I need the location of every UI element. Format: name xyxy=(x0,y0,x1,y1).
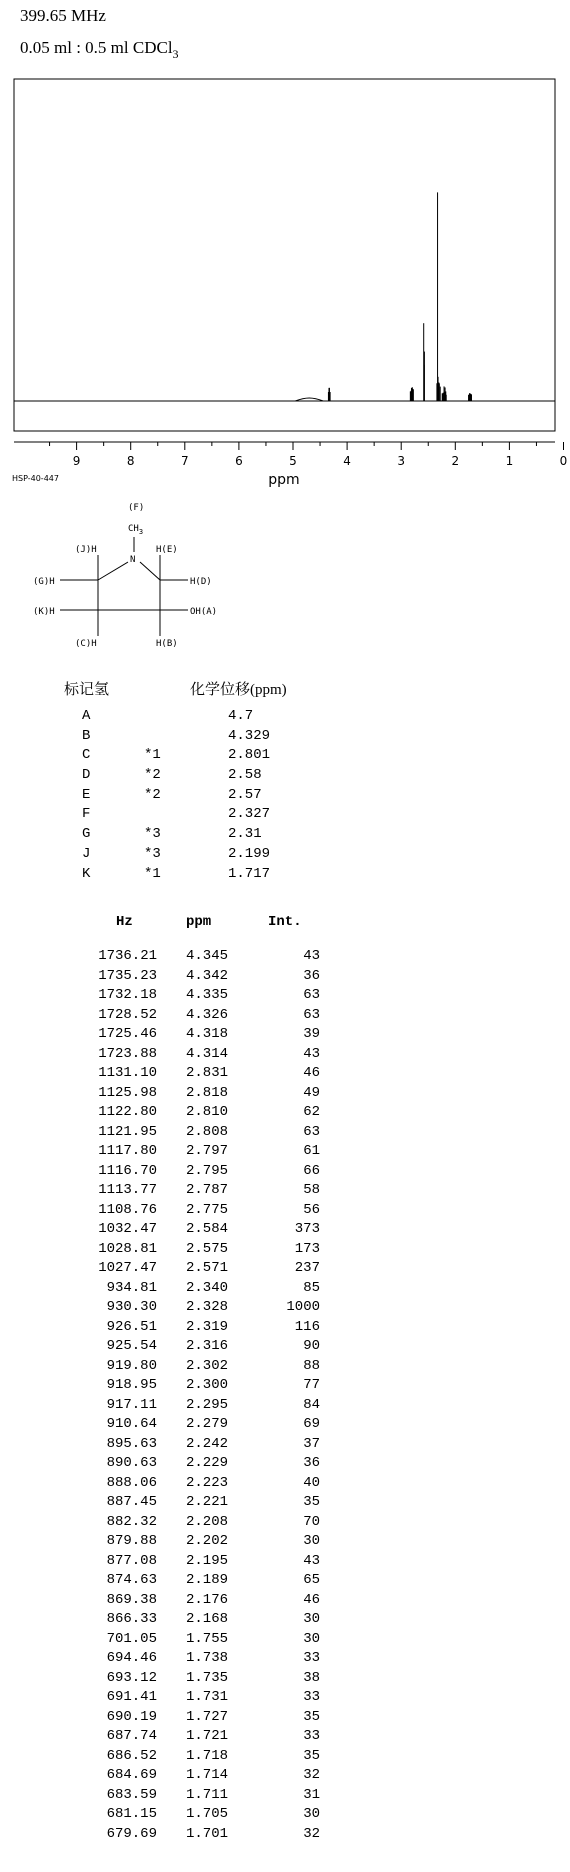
assignment-label: D xyxy=(82,767,91,784)
peak-row xyxy=(80,1202,320,1222)
peak-hz: 910.64 xyxy=(106,1416,157,1432)
peak-hz: 882.32 xyxy=(106,1513,157,1530)
peak-intensity: 39 xyxy=(303,1026,320,1042)
peak-hz: 926.51 xyxy=(106,1318,157,1335)
peak-ppm: 2.319 xyxy=(185,1318,228,1335)
peak-row xyxy=(80,1787,320,1807)
peak-ppm: 1.738 xyxy=(185,1650,228,1666)
peak-hz: 1122.80 xyxy=(98,1104,157,1120)
nmr-spectrum-chart xyxy=(0,0,570,490)
peak-row xyxy=(80,1670,320,1690)
label-d: H(D) xyxy=(190,577,212,587)
assignment-shift: 2.801 xyxy=(228,747,271,764)
x-tick-label: 6 xyxy=(235,454,243,468)
assignment-shift: 2.199 xyxy=(228,845,271,862)
label-oh: OH(A) xyxy=(190,607,218,617)
peak-row xyxy=(80,1416,320,1436)
peak-row xyxy=(80,1241,320,1261)
peak-ppm: 4.345 xyxy=(185,948,228,964)
peak-row xyxy=(80,1494,320,1514)
peak-row xyxy=(80,1748,320,1768)
peak-intensity: 69 xyxy=(303,1416,320,1432)
peak-row xyxy=(80,1826,320,1846)
peak-hz: 879.88 xyxy=(106,1533,157,1549)
x-tick-label: 8 xyxy=(126,454,135,468)
peak-row xyxy=(80,1358,320,1378)
assignment-shift: 2.58 xyxy=(228,767,262,784)
peak-hz: 1027.47 xyxy=(98,1260,157,1276)
peak-ppm: 4.314 xyxy=(185,1045,228,1062)
solvent-text: 0.05 ml : 0.5 ml CDCl xyxy=(20,38,173,57)
peak-ppm: 2.340 xyxy=(185,1279,228,1296)
peak-hz: 1116.70 xyxy=(98,1162,157,1179)
peak-ppm: 2.229 xyxy=(185,1455,228,1471)
label-k: (K)H xyxy=(33,607,55,617)
label-ch3-sub: 3 xyxy=(138,528,144,536)
peak-intensity: 90 xyxy=(303,1338,320,1354)
peak-intensity: 61 xyxy=(303,1143,320,1159)
peak-hz: 877.08 xyxy=(106,1552,157,1569)
label-c: (C)H xyxy=(75,639,97,649)
assignment-shift: 1.717 xyxy=(228,865,271,882)
peak-intensity: 30 xyxy=(303,1533,320,1549)
peak-row xyxy=(80,1065,320,1085)
peak-intensity: 58 xyxy=(303,1182,320,1198)
peak-intensity: 84 xyxy=(303,1396,320,1413)
peak-intensity: 70 xyxy=(303,1513,320,1530)
peak-intensity: 173 xyxy=(294,1240,320,1257)
label-j: (J)H xyxy=(75,545,97,555)
peak-ppm: 1.727 xyxy=(185,1708,228,1725)
peak-row xyxy=(80,1221,320,1241)
peak-intensity: 237 xyxy=(294,1260,320,1276)
peak-ppm: 2.300 xyxy=(185,1377,228,1393)
peak-hz: 701.05 xyxy=(106,1630,157,1647)
peak-hz: 679.69 xyxy=(106,1825,157,1842)
peak-ppm: 2.221 xyxy=(185,1494,228,1510)
peak-intensity: 35 xyxy=(303,1747,320,1764)
peak-row xyxy=(80,1709,320,1729)
peak-hz: 683.59 xyxy=(106,1786,157,1803)
peak-intensity: 37 xyxy=(303,1435,320,1452)
peak-ppm: 2.575 xyxy=(185,1240,228,1257)
peak-row xyxy=(80,1085,320,1105)
peak-ppm: 2.223 xyxy=(185,1474,228,1491)
label-ch: CH xyxy=(128,524,139,534)
peak-intensity: 85 xyxy=(303,1279,320,1296)
label-e: H(E) xyxy=(156,545,178,555)
assignment-shift: 2.31 xyxy=(228,826,262,843)
x-tick-label: 2 xyxy=(451,454,460,468)
peak-row xyxy=(80,1299,320,1319)
peak-ppm: 2.818 xyxy=(185,1084,228,1101)
peak-row xyxy=(80,1007,320,1027)
x-tick-label: 7 xyxy=(180,454,189,468)
peak-intensity: 43 xyxy=(303,1045,320,1062)
peak-hz: 930.30 xyxy=(106,1299,157,1315)
peak-table xyxy=(80,948,320,1845)
peak-intensity: 30 xyxy=(303,1806,320,1822)
peak-ppm: 2.316 xyxy=(185,1338,228,1354)
peak-hz: 1725.46 xyxy=(98,1026,157,1042)
peak-ppm: 4.318 xyxy=(185,1026,228,1042)
peak-intensity: 32 xyxy=(303,1767,320,1783)
peak-hz: 890.63 xyxy=(106,1455,157,1471)
peak-ppm: 4.326 xyxy=(185,1006,228,1023)
x-axis-ticks xyxy=(50,442,568,468)
peak-col-int: Int. xyxy=(268,914,302,930)
assignment-label: G xyxy=(82,826,91,843)
peak-ppm: 1.718 xyxy=(185,1747,228,1764)
peak-hz: 690.19 xyxy=(106,1708,157,1725)
peak-ppm: 2.168 xyxy=(185,1611,228,1627)
assignment-label: F xyxy=(82,806,91,823)
bond-n-right xyxy=(140,562,160,580)
peak-row xyxy=(80,1514,320,1534)
peak-hz: 918.95 xyxy=(106,1377,157,1393)
peak-hz: 684.69 xyxy=(106,1767,157,1783)
peak-intensity: 33 xyxy=(303,1650,320,1666)
peak-hz: 1125.98 xyxy=(98,1084,157,1101)
assignment-label: C xyxy=(82,747,91,764)
peak-hz: 869.38 xyxy=(106,1591,157,1608)
x-tick-label: 1 xyxy=(505,454,514,468)
peak-ppm: 2.787 xyxy=(185,1182,228,1198)
peak-ppm: 2.279 xyxy=(185,1416,228,1432)
peak-ppm: 2.810 xyxy=(185,1104,228,1120)
peak-ppm: 2.795 xyxy=(185,1162,228,1179)
peak-hz: 895.63 xyxy=(106,1435,157,1452)
peak-ppm: 1.705 xyxy=(185,1806,228,1822)
peak-row xyxy=(80,1104,320,1124)
peak-hz: 934.81 xyxy=(106,1279,157,1296)
peak-row xyxy=(80,1572,320,1592)
peak-intensity: 43 xyxy=(303,948,320,964)
x-tick-label: 5 xyxy=(289,454,297,468)
peak-row xyxy=(80,1046,320,1066)
peak-row xyxy=(80,1455,320,1475)
peak-col-hz: Hz xyxy=(116,914,133,930)
peak-intensity: 373 xyxy=(294,1221,320,1237)
peak-hz: 1723.88 xyxy=(98,1045,157,1062)
peak-hz: 694.46 xyxy=(106,1650,157,1666)
label-ch3 xyxy=(128,524,143,536)
peak-hz: 1728.52 xyxy=(98,1006,157,1023)
peak-ppm: 1.731 xyxy=(185,1689,228,1705)
assignment-group: *3 xyxy=(144,845,161,862)
assignment-group: *1 xyxy=(144,747,161,764)
peak-intensity: 40 xyxy=(303,1474,320,1491)
peak-ppm: 2.831 xyxy=(185,1065,228,1081)
assignment-group: *2 xyxy=(144,767,161,784)
peak-row xyxy=(80,1260,320,1280)
peak-intensity: 32 xyxy=(303,1825,320,1842)
peak-intensity: 36 xyxy=(303,967,320,984)
label-b: H(B) xyxy=(156,639,178,649)
peak-hz: 866.33 xyxy=(106,1611,157,1627)
peak-row xyxy=(80,1475,320,1495)
spectrometer-frequency: 399.65 MHz xyxy=(20,6,106,25)
peak-intensity: 46 xyxy=(303,1065,320,1081)
peak-intensity: 88 xyxy=(303,1357,320,1374)
molecular-structure xyxy=(30,500,250,660)
peak-row xyxy=(80,1280,320,1300)
peak-row xyxy=(80,1163,320,1183)
peak-ppm: 2.571 xyxy=(185,1260,228,1276)
peak-ppm: 1.714 xyxy=(185,1767,228,1783)
peak-hz: 1732.18 xyxy=(98,987,157,1003)
assignment-label: A xyxy=(82,708,91,724)
peak-intensity: 30 xyxy=(303,1611,320,1627)
peak-row xyxy=(80,1319,320,1339)
peak-intensity: 66 xyxy=(303,1162,320,1179)
peak-ppm: 1.711 xyxy=(185,1786,228,1803)
peak-col-ppm: ppm xyxy=(186,914,212,930)
peak-intensity: 63 xyxy=(303,1006,320,1023)
peak-row xyxy=(80,1533,320,1553)
peak-intensity: 33 xyxy=(303,1728,320,1744)
peak-intensity: 49 xyxy=(303,1084,320,1101)
peak-intensity: 46 xyxy=(303,1591,320,1608)
assignment-shift: 2.57 xyxy=(228,786,262,803)
peak-intensity: 35 xyxy=(303,1494,320,1510)
peak-intensity: 63 xyxy=(303,1123,320,1140)
peak-row xyxy=(80,1689,320,1709)
peak-intensity: 65 xyxy=(303,1572,320,1588)
peak-hz: 691.41 xyxy=(106,1689,157,1705)
x-tick-label: 0 xyxy=(559,454,568,468)
peak-row xyxy=(80,1553,320,1573)
peak-intensity: 116 xyxy=(294,1318,320,1335)
assign-header-shift: 化学位移(ppm) xyxy=(190,682,287,698)
peak-row xyxy=(80,1631,320,1651)
plot-frame xyxy=(14,79,555,431)
peak-row xyxy=(80,1767,320,1787)
peak-ppm: 2.775 xyxy=(185,1201,228,1218)
peak-intensity: 33 xyxy=(303,1689,320,1705)
peak-hz: 686.52 xyxy=(106,1747,157,1764)
assignment-shift: 4.7 xyxy=(228,708,254,724)
peak-row xyxy=(80,987,320,1007)
peak-hz: 1117.80 xyxy=(98,1143,157,1159)
peak-ppm: 2.328 xyxy=(185,1299,228,1315)
assignment-label: E xyxy=(82,786,91,803)
peak-hz: 919.80 xyxy=(106,1357,157,1374)
assignment-label: B xyxy=(82,727,91,744)
assignment-label: J xyxy=(82,845,91,862)
peak-intensity: 38 xyxy=(303,1669,320,1686)
peak-hz: 1736.21 xyxy=(98,948,157,964)
peak-ppm: 2.584 xyxy=(185,1221,228,1237)
peak-intensity: 31 xyxy=(303,1786,320,1803)
label-g: (G)H xyxy=(33,577,55,587)
peak-row xyxy=(80,1377,320,1397)
peak-hz: 888.06 xyxy=(106,1474,157,1491)
peak-hz: 887.45 xyxy=(106,1494,157,1510)
peak-hz: 925.54 xyxy=(106,1338,157,1354)
peak-row xyxy=(80,1143,320,1163)
peak-ppm: 1.701 xyxy=(185,1825,228,1842)
assignment-group: *2 xyxy=(144,786,161,803)
peak-intensity: 63 xyxy=(303,987,320,1003)
label-n: N xyxy=(130,555,136,565)
peak-intensity: 1000 xyxy=(286,1299,320,1315)
peak-ppm: 2.189 xyxy=(185,1572,228,1588)
peak-intensity: 62 xyxy=(303,1104,320,1120)
peak-hz: 1028.81 xyxy=(98,1240,157,1257)
peak-ppm: 2.302 xyxy=(185,1357,228,1374)
peak-intensity: 36 xyxy=(303,1455,320,1471)
peak-row xyxy=(80,1611,320,1631)
peak-hz: 693.12 xyxy=(106,1669,157,1686)
x-tick-label: 9 xyxy=(72,454,81,468)
peak-ppm: 2.242 xyxy=(185,1435,228,1452)
assignment-group: *1 xyxy=(144,865,161,882)
assignment-shift: 4.329 xyxy=(228,727,271,744)
peak-ppm: 2.176 xyxy=(185,1591,228,1608)
peak-hz: 1121.95 xyxy=(98,1123,157,1140)
peak-ppm: 2.808 xyxy=(185,1123,228,1140)
bond-n-left xyxy=(98,562,128,580)
peak-row xyxy=(80,1592,320,1612)
spectrum-trace-group xyxy=(14,192,555,401)
x-tick-label: 4 xyxy=(343,454,351,468)
peak-hz: 1108.76 xyxy=(98,1201,157,1218)
peak-ppm: 1.735 xyxy=(185,1669,228,1686)
peak-hz: 1032.47 xyxy=(98,1221,157,1237)
peak-intensity: 30 xyxy=(303,1630,320,1647)
peak-intensity: 56 xyxy=(303,1201,320,1218)
peak-hz: 874.63 xyxy=(106,1572,157,1588)
peak-row xyxy=(80,1436,320,1456)
peak-ppm: 2.295 xyxy=(185,1396,228,1413)
peak-row xyxy=(80,948,320,968)
label-f: (F) xyxy=(128,503,145,513)
peak-ppm: 1.755 xyxy=(185,1630,228,1647)
peak-row xyxy=(80,1397,320,1417)
peak-row xyxy=(80,968,320,988)
peak-hz: 1735.23 xyxy=(98,967,157,984)
assignment-shift: 2.327 xyxy=(228,806,271,823)
solvent-subscript: 3 xyxy=(172,47,179,61)
peak-ppm: 2.202 xyxy=(185,1533,228,1549)
peak-ppm: 2.195 xyxy=(185,1552,228,1569)
peak-ppm: 4.335 xyxy=(185,987,228,1003)
peak-ppm: 4.342 xyxy=(185,967,228,984)
peak-row xyxy=(80,1182,320,1202)
peak-intensity: 43 xyxy=(303,1552,320,1569)
assignment-group: *3 xyxy=(144,826,161,843)
peak-hz: 1131.10 xyxy=(98,1065,157,1081)
peak-row xyxy=(80,1026,320,1046)
peak-ppm: 1.721 xyxy=(185,1728,228,1744)
peak-hz: 687.74 xyxy=(106,1728,157,1744)
assignment-label: K xyxy=(82,865,91,882)
x-tick-label: 3 xyxy=(397,454,406,468)
assign-header-label: 标记氢 xyxy=(64,682,110,698)
peak-hz: 1113.77 xyxy=(98,1182,157,1198)
peak-ppm: 2.208 xyxy=(185,1513,228,1530)
peak-row xyxy=(80,1338,320,1358)
peak-row xyxy=(80,1124,320,1144)
peak-ppm: 2.797 xyxy=(185,1143,228,1159)
peak-intensity: 35 xyxy=(303,1708,320,1725)
peak-hz: 917.11 xyxy=(106,1396,157,1413)
x-axis-label: ppm xyxy=(268,472,300,488)
sample-code: HSP-40-447 xyxy=(12,474,59,483)
peak-hz: 681.15 xyxy=(106,1806,157,1822)
peak-row xyxy=(80,1806,320,1826)
peak-row xyxy=(80,1728,320,1748)
peak-intensity: 77 xyxy=(303,1377,320,1393)
peak-row xyxy=(80,1650,320,1670)
